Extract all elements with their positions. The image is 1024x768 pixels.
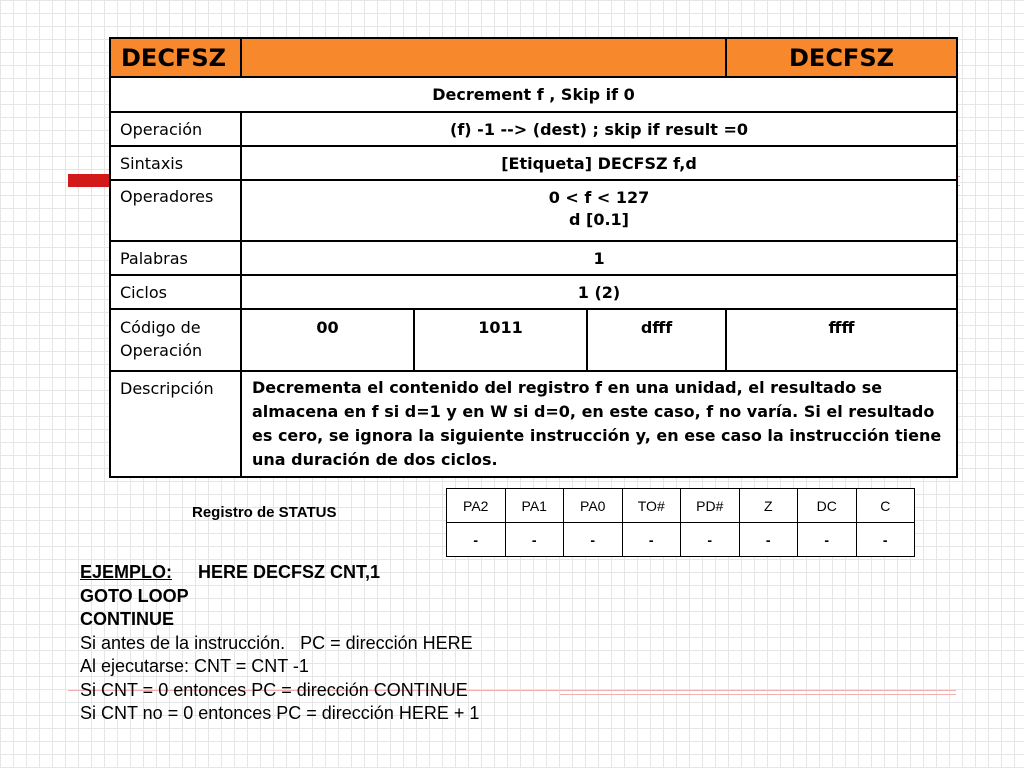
opcode-field: 00 <box>241 309 414 371</box>
instruction-subtitle: Decrement f , Skip if 0 <box>110 77 957 112</box>
description-text: Decrementa el contenido del registro f en una unidad, el resultado se almacena en f si d=1 y en W si d=0, en este caso, f no varía. Si el resultado es cero, se ignora la siguiente instrucción y, en ese caso la instrucción tiene una duración de dos ciclos. <box>241 371 957 477</box>
opcode-label-line1: Código de <box>120 318 201 337</box>
example-line: Si CNT no = 0 entonces PC = dirección HERE + 1 <box>80 703 480 723</box>
example-block <box>80 561 479 726</box>
instruction-table <box>109 37 958 478</box>
status-bit-value: - <box>447 523 506 557</box>
status-bit-value: - <box>798 523 857 557</box>
status-bit-name: Z <box>739 489 798 523</box>
row-value: (f) -1 --> (dest) ; skip if result =0 <box>241 112 957 146</box>
table-row <box>110 309 957 371</box>
status-bit-name: C <box>856 489 915 523</box>
table-row <box>110 241 957 275</box>
header-empty-cell <box>241 38 726 77</box>
operand-range-d: d [0.1] <box>569 210 629 229</box>
status-bit-names-row <box>447 489 915 523</box>
row-value: 1 <box>241 241 957 275</box>
status-bit-value: - <box>739 523 798 557</box>
status-bit-name: PA2 <box>447 489 506 523</box>
table-row <box>110 275 957 309</box>
example-line: Si CNT = 0 entonces PC = dirección CONTINUE <box>80 679 468 700</box>
row-label: Operadores <box>110 180 241 241</box>
opcode-field: 1011 <box>414 309 587 371</box>
table-row <box>110 180 957 241</box>
description-label: Descripción <box>110 371 241 477</box>
status-bit-name: PA1 <box>505 489 564 523</box>
table-row <box>110 112 957 146</box>
status-bit-name: DC <box>798 489 857 523</box>
status-bit-value: - <box>564 523 623 557</box>
row-label: Operación <box>110 112 241 146</box>
status-bit-value: - <box>622 523 681 557</box>
header-mnemonic-left: DECFSZ <box>110 38 241 77</box>
operand-range-f: 0 < f < 127 <box>548 188 650 207</box>
example-line: Si antes de la instrucción. PC = dirección HERE <box>80 632 473 653</box>
example-line: CONTINUE <box>80 609 174 629</box>
row-value: [Etiqueta] DECFSZ f,d <box>241 146 957 180</box>
status-bit-name: TO# <box>622 489 681 523</box>
example-code: HERE DECFSZ CNT,1 <box>198 562 381 582</box>
table-row <box>110 77 957 112</box>
status-bit-value: - <box>505 523 564 557</box>
table-row <box>110 371 957 477</box>
row-value <box>241 180 957 241</box>
row-label: Sintaxis <box>110 146 241 180</box>
example-line: GOTO LOOP <box>80 585 189 606</box>
status-bit-value: - <box>681 523 740 557</box>
example-label: EJEMPLO: <box>80 562 173 582</box>
example-line <box>80 561 479 585</box>
table-header-row <box>110 38 957 77</box>
status-bit-name: PA0 <box>564 489 623 523</box>
opcode-field: dfff <box>587 309 726 371</box>
status-bit-values-row <box>447 523 915 557</box>
status-register-label: Registro de STATUS <box>192 504 337 521</box>
opcode-field: ffff <box>726 309 957 371</box>
row-label: Palabras <box>110 241 241 275</box>
opcode-label-line2: Operación <box>120 341 203 360</box>
status-bit-name: PD# <box>681 489 740 523</box>
example-line: Al ejecutarse: CNT = CNT -1 <box>80 656 309 676</box>
opcode-label <box>110 309 241 371</box>
row-value: 1 (2) <box>241 275 957 309</box>
status-bit-value: - <box>856 523 915 557</box>
header-mnemonic-right: DECFSZ <box>726 38 957 77</box>
red-accent-line <box>560 694 956 695</box>
table-row <box>110 146 957 180</box>
row-label: Ciclos <box>110 275 241 309</box>
status-register-table <box>446 488 915 557</box>
